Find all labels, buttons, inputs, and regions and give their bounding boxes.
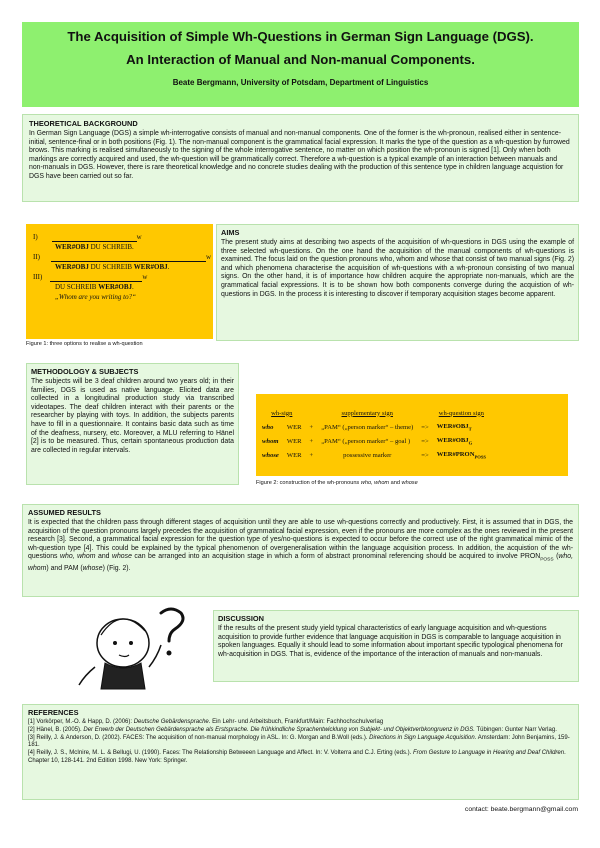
row-result (433, 420, 490, 434)
table-row (258, 420, 490, 434)
poster-title-line1: The Acquisition of Simple Wh-Questions in German Sign Language (DGS). (67, 29, 534, 44)
wh-marker: w (136, 233, 142, 241)
row-plus: + (309, 451, 314, 459)
result-text: WER#PRON (436, 450, 475, 458)
option-3-sentence (33, 282, 213, 292)
reference-title: Deutsche Gebärdensprache (133, 719, 209, 725)
row-plus: + (309, 437, 314, 445)
wh-marker: w (206, 253, 212, 261)
wh-pronoun: WER#OBJ (55, 243, 89, 251)
references-heading: REFERENCES (28, 708, 79, 717)
aims-section (216, 224, 579, 341)
translation: „Whom are you writing to?“ (55, 293, 137, 301)
methodology-text: The subjects will be 3 deaf children around two years old; in their families, DGS is used as native language. Elicited data are collected in a longitudinal production study via transcribed videotapes. The deaf children interact with their parents or the researcher by playing with toys. In addition, the subjects parents have to fill in a questionnaire. It contains basic data such as time of the deafness, nursery, etc. Moreover, a MLU referring to Hänel [2] is to be measured. Thus, certain spontaneous production data are collected in regular intervals. (31, 378, 234, 454)
wh-pronoun: WER#OBJ (55, 263, 89, 271)
aims-text: The present study aims at describing two aspects of the acquisition of wh-questions in DGS using the example of three selected wh-questions. On the one hand the acquisition of the manual components of wh-questions is examined. The focus laid on the question pronouns who, whom and whose that consist of two manual signs (Fig. 2) and which phenomena characterise the acquisition of wh-questions with a wh-pronoun consisting of two manual signs. On the other hand, it is of importance how children acquire the appropriate non-manuals, which are the grammatical facial expressions. It is to be shown how both components converge during the acquistion of wh-questions in DGS. In the process it is interesting to discover if temporary acquisition stages become apparent. (221, 239, 574, 298)
reference-text: Tübingen: Gunter Narr Verlag. (474, 726, 557, 733)
results-text (28, 519, 573, 574)
results-emphasis: whose (82, 565, 103, 573)
wh-pronoun: WER#OBJ (98, 283, 133, 291)
references-section (22, 704, 579, 800)
figure-1-caption: Figure 1: three options to realise a wh-question (26, 341, 143, 347)
caption-text: Figure 2: construction of the wh-pronouns (256, 480, 361, 486)
option-1-sentence (33, 242, 213, 252)
result-subscript: T (468, 426, 472, 432)
row-word: who (262, 423, 274, 431)
contact-info: contact: beate.bergmann@gmail.com (464, 806, 578, 813)
reference-text: . Chapter 10, 128-141. 2nd Edition 1998. New York: Springer. (28, 750, 566, 764)
wh-pronoun: WER#OBJ (133, 263, 168, 271)
header-supplementary-sign: supplementary sign (341, 409, 393, 417)
results-text-part: ( (553, 553, 559, 561)
reference-title: From Gesture to Language in Hearing and Deaf Children (412, 750, 565, 757)
row-sign: WER (286, 437, 302, 445)
reference-text: . Amsterdam: John Benjamins, 159-181. (28, 734, 570, 749)
table-row (258, 448, 490, 462)
caption-text: and (389, 480, 402, 486)
row-arrow: => (421, 451, 429, 459)
results-subscript: POSS (540, 557, 554, 563)
results-text-part: It is expected that the children pass through different stages of acquisition until they are able to use wh-questions correctly and productively. First, it is assumed that in DGS, the acquisition of the question pronouns largely precedes the acquisition of grammatical facial expression, even if the pronouns are more complex as the ones reviewed in the present research [3]. Second, a grammatical facial expression for the question type of yes/no-questions is expected to occur before the correct use of the right grammatical mimic of the wh-question type [4]. This could be explained by the typical phenomenon of overgeneralisation within the language acquisition process. In addition, the acquistion of the wh-questions (28, 519, 573, 561)
row-word: whose (262, 451, 279, 459)
row-word: whom (262, 437, 279, 445)
row-result (433, 448, 490, 462)
option-1-marker-line (33, 232, 213, 242)
sentence-end: . (167, 263, 170, 271)
row-sign: WER (286, 423, 302, 431)
row-plus: + (309, 423, 314, 431)
discussion-heading: DISCUSSION (218, 614, 264, 623)
reference-item (28, 750, 573, 766)
theory-heading: THEORETICAL BACKGROUND (29, 119, 138, 128)
results-section (22, 504, 579, 597)
aims-heading: AIMS (221, 228, 240, 237)
result-subscript: G (468, 440, 473, 446)
caption-emphasis: whose (401, 480, 418, 486)
option-2-number: II) (33, 253, 40, 261)
theory-text: In German Sign Language (DGS) a simple wh-interrogative consists of manual and non-manual components. One of the former is the wh-pronoun, realised either in sentence-initial, sentence-final or in both positions (Fig. 1). The non-manual component is the grammatical facial expression. It marks the type of the question as a wh-question by furrowed brows. This marking is realised simultaneously to the signing of the whole interrogative sentence, no matter on which position the wh-pronoun is signed [1]. Only when both markings are correctly acquired and used, the wh-question will be grammatically correct. Therefore a wh-question is a typical example of an interaction between manuals and non-manuals in DGS. However, there is rare theoretical knowledge and no concrete studies dealing with the production of this sentence type in children language acquistion for DGS have been carried out so far. (29, 130, 570, 180)
reference-title: Directions in Sign Language Acquisition (369, 734, 475, 741)
thinking-child-illustration (65, 605, 200, 695)
title-banner (22, 22, 579, 107)
results-text-part: ) and PAM ( (46, 565, 83, 573)
option-2-marker-line (33, 252, 213, 262)
results-emphasis: whose (112, 553, 132, 561)
reference-item (28, 735, 573, 751)
discussion-section (213, 610, 579, 682)
sentence-rest: DU SCHREIB (55, 283, 99, 291)
reference-item (28, 727, 573, 735)
result-subscript: POSS (474, 454, 486, 460)
row-arrow: => (421, 423, 429, 431)
row-supplement: „PAM“ („person marker“ – theme) (321, 423, 414, 431)
table-header-row (258, 406, 490, 420)
sentence-rest: DU SCHREIB. (88, 243, 134, 251)
table-row (258, 434, 490, 448)
row-sign: WER (286, 451, 302, 459)
sentence-end: . (132, 283, 134, 291)
methodology-section (26, 363, 239, 485)
header-spacer (306, 406, 318, 420)
option-3-marker-line (33, 272, 213, 282)
results-text-part: and (95, 553, 112, 561)
figure-1 (26, 224, 213, 339)
row-result (433, 434, 490, 448)
reference-text: [4] Reilly, J. S., McInire, M. L. & Bellugi, U. (1990). Faces: The Relationship Betweeen Language and Affect. In: V. Volterra and C.J. Erting (eds.). (28, 750, 413, 757)
header-wh-sign: wh-sign (271, 409, 293, 417)
reference-text: [2] Hänel, B. (2005). (28, 726, 84, 733)
reference-item (28, 719, 573, 727)
results-emphasis: who, whom (60, 553, 96, 561)
sentence-middle: DU SCHREIB (88, 263, 134, 271)
row-arrow: => (421, 437, 429, 445)
results-heading: ASSUMED RESULTS (28, 508, 101, 517)
option-1-number: I) (33, 233, 38, 241)
option-3-number: III) (33, 273, 43, 281)
row-supplement: „PAM“ („person marker“ – goal ) (321, 437, 411, 445)
reference-text: . Ein Lehr- und Arbeitsbuch, Frankfurt/Main: Fachhochschulverlag (208, 719, 384, 725)
figure-2 (256, 394, 568, 476)
methodology-heading: METHODOLOGY & SUBJECTS (31, 367, 139, 376)
option-2-sentence (33, 262, 213, 272)
results-text-part: ) (Fig. 2). (102, 565, 131, 573)
figure-2-caption (256, 480, 576, 486)
result-text: WER#OBJ (436, 436, 469, 444)
author-line: Beate Bergmann, University of Potsdam, Department of Linguistics (172, 78, 429, 87)
results-emphasis: who, whom (28, 553, 573, 573)
theory-section (22, 114, 579, 202)
caption-emphasis: who, whom (360, 480, 390, 486)
result-text: WER#OBJ (436, 422, 469, 430)
discussion-text: If the results of the present study yield typical characteristics of early language acquisition and wh-questions acquisition to provide further evidence that language acquisition in DGS is comparable to language acquisition in spoken languages. Equally it should lead to some information about important specific typological phenomena for wh-acquisition in DGS. That is, evidence of the importance of the interaction of manuals and non-manuals. (218, 625, 563, 658)
reference-text: [3] Reilly, J. & Anderson, D. (2002). FACES: The acquisition of non-manual morphology in ASL. In: G. Morgan and B.Woll (eds.). (28, 734, 370, 741)
wh-pronoun-table (258, 406, 490, 462)
wh-marker: w (142, 273, 148, 281)
results-text-part: can be arranged into an acquisition stage in which a form of abstract pronominal referencing should be acquired to involve PRON (131, 553, 541, 561)
reference-text: [1] Vorkörper, M.-O. & Happ, D. (2006): (28, 719, 134, 725)
header-wh-question-sign: wh-question sign (438, 409, 484, 417)
row-supplement: possessive marker (343, 451, 392, 459)
reference-title: Der Erwerb der Deutschen Gebärdensprache als Erstsprache. Die frühkindliche Sprachentwicklung von Subjekt- und Objektverbkongruenz in DGS. (83, 726, 475, 733)
poster-title-line2: An Interaction of Manual and Non-manual Components. (126, 52, 475, 67)
header-spacer (417, 406, 432, 420)
